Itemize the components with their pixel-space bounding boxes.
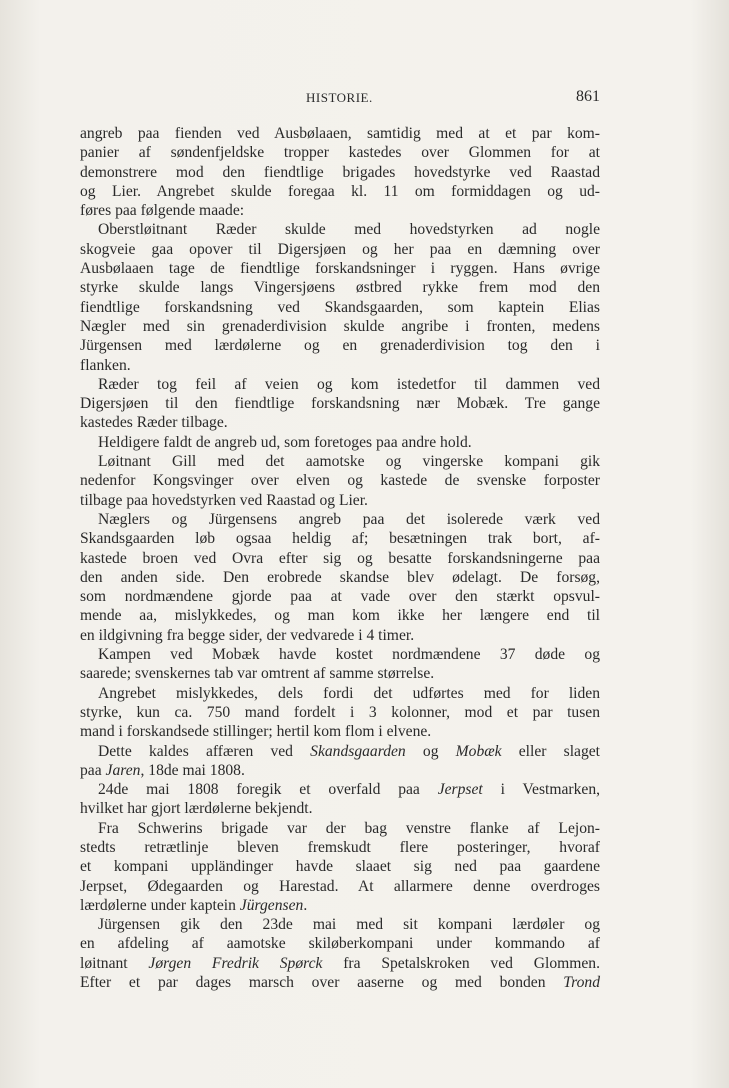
text-line: Jerpset, Ødegaarden og Harestad. At allarmere denne overdroges — [80, 877, 600, 895]
person-name: Trond — [563, 974, 600, 992]
text-line: Oberstløitnant Ræder skulde med hovedstyrken ad nogle — [98, 221, 600, 239]
text-line: styrke skulde langs Vingersjøens østbred rykke frem mod den — [80, 279, 600, 297]
text-line: løitnant Jørgen Fredrik Spørck fra Spetalskroken ved Glommen. — [80, 954, 600, 972]
text-line: mand i forskandsede stillinger; hertil kom flom i elvene. — [80, 723, 432, 741]
place-name: Skandsgaarden — [310, 742, 406, 760]
text-line: Næglers og Jürgensens angreb paa det isolerede værk ved — [98, 510, 600, 528]
text-line: Heldigere faldt de angreb ud, som foretoges paa andre hold. — [98, 433, 472, 451]
text-line: Jürgensen gik den 23de mai med sit kompani lærdøler og — [98, 916, 600, 934]
text-line: angreb paa fienden ved Ausbølaaen, samtidig med at et par kom- — [80, 125, 600, 142]
text-line: stedts retrætlinje bleven fremskudt flere posteringer, hvoraf — [80, 838, 600, 856]
text-line: nedenfor Kongsvinger over elven og kastede de svenske forposter — [80, 472, 600, 490]
text-line: og Lier. Angrebet skulde foregaa kl. 11 om formiddagen og ud- — [80, 182, 600, 200]
text-line: kastede broen ved Ovra efter sig og besatte forskandsningerne paa — [80, 549, 600, 567]
text-line: Dette kaldes affæren ved Skandsgaarden og Mobæk eller slaget — [98, 742, 600, 760]
page-number: 861 — [576, 88, 600, 105]
text-line: føres paa følgende maade: — [80, 202, 245, 220]
text-line: lærdølerne under kaptein Jürgensen. — [80, 896, 308, 914]
text-line: Ausbølaaen tage de fiendtlige forskandsninger i ryggen. Hans øvrige — [80, 260, 600, 278]
place-name: Jerpset — [437, 781, 483, 799]
text-line: Angrebet mislykkedes, dels fordi det udførtes med for liden — [98, 684, 600, 702]
text-line: et kompani uppländinger havde slaaet sig ned paa gaardene — [80, 858, 600, 876]
body-text — [80, 124, 600, 992]
person-name: Jørgen Fredrik Spørck — [148, 954, 323, 972]
text-line: fiendtlige forskandsning ved Skandsgaarden, som kaptein Elias — [80, 298, 600, 316]
place-name: Mobæk — [455, 742, 502, 760]
text-line: Fra Schwerins brigade var der bag venstre flanke af Lejon- — [98, 819, 600, 837]
text-line: hvilket har gjort lærdølerne bekjendt. — [80, 800, 313, 818]
text-line: som nordmændene gjorde paa at vade over den stærkt opsvul- — [80, 588, 600, 606]
text-line: Digersjøen til den fiendtlige forskandsning nær Mobæk. Tre gange — [80, 395, 600, 413]
text-line: 24de mai 1808 foregik et overfald paa Jerpset i Vestmarken, — [98, 781, 601, 799]
text-line: panier af søndenfjeldske tropper kastedes over Glommen for at — [80, 144, 600, 162]
place-name: Jaren — [105, 761, 141, 779]
text-line: styrke, kun ca. 750 mand fordelt i 3 kolonner, mod et par tusen — [80, 703, 600, 721]
text-line: en ildgivning fra begge sider, der vedvarede i 4 timer. — [80, 626, 415, 644]
text-line: mende aa, mislykkedes, og man kom ikke her længere end til — [80, 607, 600, 625]
text-line: demonstrere mod den fiendtlige brigades hovedstyrke ved Raastad — [80, 163, 600, 181]
text-line: en afdeling af aamotske skiløberkompani under kommando af — [80, 935, 600, 953]
text-line: Ræder tog feil af veien og kom istedetfor til dammen ved — [98, 375, 600, 393]
text-line: Efter et par dages marsch over aaserne og med bonden Trond — [80, 974, 600, 992]
page-header — [80, 90, 600, 112]
text-line: skogveie gaa opover til Digersjøen og her paa en dæmning over — [80, 240, 600, 258]
text-line: tilbage paa hovedstyrken ved Raastad og Lier. — [80, 491, 368, 509]
text-line: Nægler med sin grenaderdivision skulde angribe i fronten, medens — [80, 317, 600, 335]
text-line: kastedes Ræder tilbage. — [80, 414, 228, 432]
text-line: Jürgensen med lærdølerne og en grenaderdivision tog den i — [80, 337, 600, 355]
text-line: paa Jaren, 18de mai 1808. — [80, 761, 245, 779]
text-line: Skandsgaarden løb ogsaa heldig af; besætningen trak bort, af- — [80, 530, 600, 548]
text-line: Løitnant Gill med det aamotske og vingerske kompani gik — [98, 453, 600, 471]
person-name: Jürgensen — [239, 896, 304, 914]
text-line: flanken. — [80, 356, 131, 374]
text-line: den anden side. Den erobrede skandse blev ødelagt. De forsøg, — [80, 568, 600, 586]
running-head: HISTORIE. — [306, 90, 373, 105]
text-line: saarede; svenskernes tab var omtrent af samme størrelse. — [80, 665, 435, 683]
text-line: Kampen ved Mobæk havde kostet nordmændene 37 døde og — [98, 646, 600, 664]
